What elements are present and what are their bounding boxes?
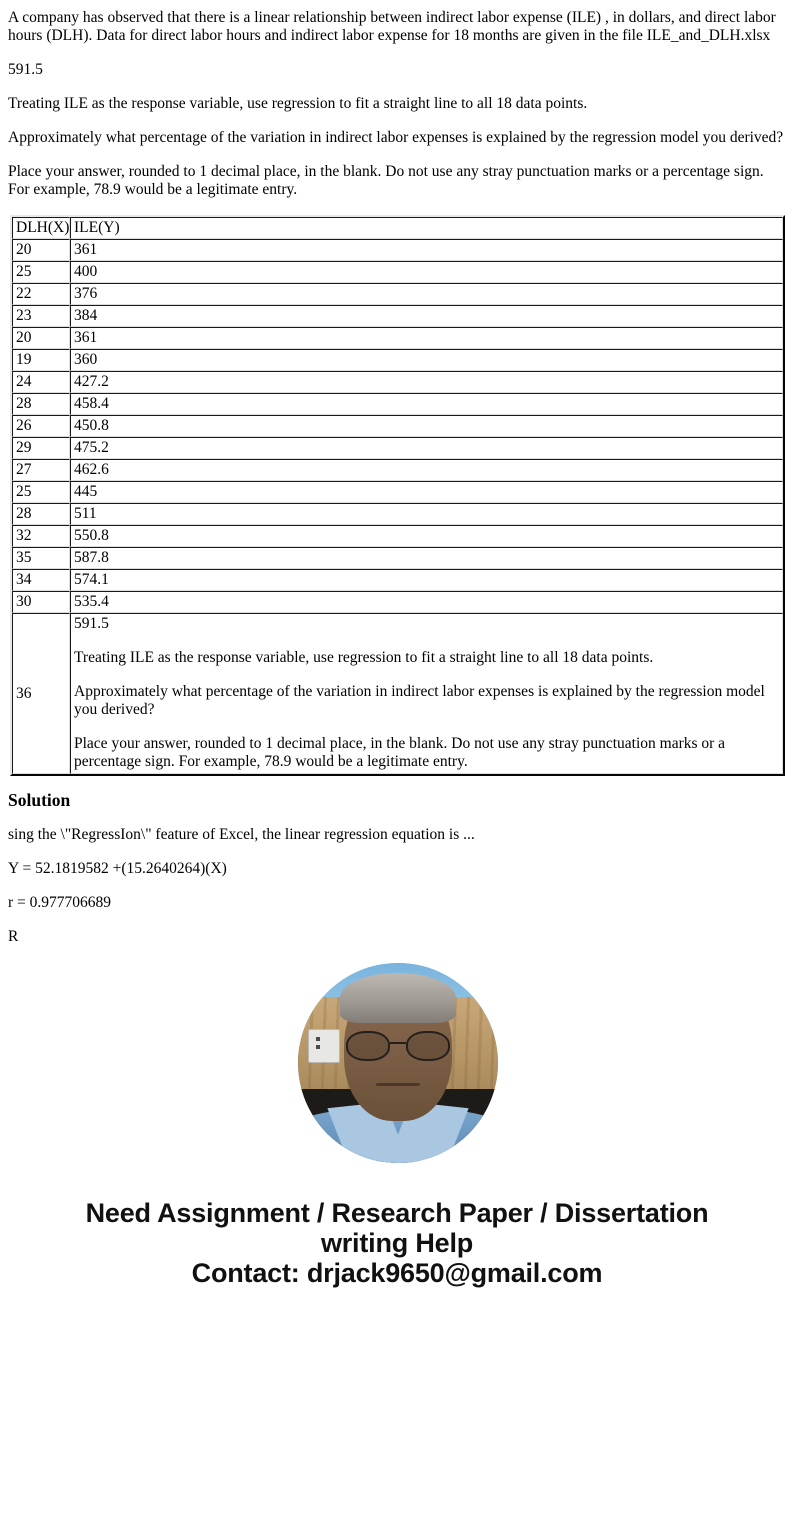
solution-heading: Solution (8, 790, 71, 810)
avatar-mouth (376, 1083, 420, 1086)
column-header-dlh: DLH(X) (12, 217, 70, 239)
table-row (12, 569, 783, 591)
table-row (12, 283, 783, 305)
cell-dlh: 34 (12, 569, 70, 591)
avatar-glasses-icon (346, 1031, 450, 1061)
table-row (12, 327, 783, 349)
table-row (12, 393, 783, 415)
cell-dlh: 29 (12, 437, 70, 459)
table-row (12, 371, 783, 393)
avatar-zone (8, 962, 786, 1198)
column-header-ile: ILE(Y) (70, 217, 783, 239)
ile-dlh-data-table (10, 215, 785, 776)
question-paragraph-2: Treating ILE as the response variable, use regression to fit a straight line to all 18 data points. (74, 649, 654, 666)
table-row (12, 261, 783, 283)
cell-dlh: 19 (12, 349, 70, 371)
cell-dlh: 20 (12, 327, 70, 349)
table-row (12, 349, 783, 371)
cell-ile: 427.2 (70, 371, 783, 393)
avatar-lens-left (346, 1031, 390, 1061)
cell-ile: 587.8 (70, 547, 783, 569)
cell-dlh: 36 (12, 613, 70, 774)
solution-section (8, 776, 786, 946)
cell-dlh: 28 (12, 503, 70, 525)
cell-ile: 360 (70, 349, 783, 371)
cell-ile: 384 (70, 305, 783, 327)
table-row (12, 547, 783, 569)
footer-line-2: writing Help (320, 1228, 474, 1258)
intro-section (8, 0, 786, 199)
footer-line-3: Contact: drjack9650@gmail.com (191, 1258, 603, 1288)
table-row (12, 503, 783, 525)
intro-paragraph-2: 591.5 (8, 61, 43, 78)
avatar-hair (340, 973, 456, 1023)
solution-line-3: r = 0.977706689 (8, 894, 112, 911)
table-row (12, 437, 783, 459)
table-row (12, 525, 783, 547)
intro-paragraph-4: Approximately what percentage of the variation in indirect labor expenses is explained by the regression model you derived? (8, 129, 784, 146)
table-row-question (12, 613, 783, 774)
cell-dlh: 25 (12, 481, 70, 503)
table-row (12, 481, 783, 503)
avatar-lens-right (406, 1031, 450, 1061)
solution-line-1: sing the \"RegressIon\" feature of Excel, the linear regression equation is ... (8, 826, 475, 843)
intro-paragraph-3: Treating ILE as the response variable, use regression to fit a straight line to all 18 data points. (8, 95, 588, 112)
cell-ile: 361 (70, 327, 783, 349)
table-row (12, 591, 783, 613)
intro-paragraph-5: Place your answer, rounded to 1 decimal place, in the blank. Do not use any stray punctuation marks or a percentage sign. For example, 78.9 would be a legitimate entry. (8, 163, 764, 198)
question-paragraph-1: 591.5 (74, 615, 109, 632)
cell-ile: 458.4 (70, 393, 783, 415)
cell-dlh: 32 (12, 525, 70, 547)
cell-question-block (70, 613, 783, 774)
avatar (298, 963, 498, 1163)
table-row (12, 415, 783, 437)
cell-ile: 376 (70, 283, 783, 305)
cell-dlh: 22 (12, 283, 70, 305)
table-row (12, 305, 783, 327)
solution-line-2: Y = 52.1819582 +(15.2640264)(X) (8, 860, 227, 877)
cell-dlh: 30 (12, 591, 70, 613)
question-paragraph-3: Approximately what percentage of the variation in indirect labor expenses is explained by the regression model you derived? (74, 683, 765, 718)
cell-ile: 535.4 (70, 591, 783, 613)
cell-dlh: 20 (12, 239, 70, 261)
table-row (12, 459, 783, 481)
promo-footer (8, 1198, 786, 1288)
cell-ile: 361 (70, 239, 783, 261)
avatar-light-switch (308, 1029, 340, 1063)
table-header-row (12, 217, 783, 239)
cell-ile: 574.1 (70, 569, 783, 591)
cell-ile: 445 (70, 481, 783, 503)
cell-ile: 475.2 (70, 437, 783, 459)
cell-ile: 550.8 (70, 525, 783, 547)
cell-dlh: 25 (12, 261, 70, 283)
cell-dlh: 27 (12, 459, 70, 481)
cell-dlh: 23 (12, 305, 70, 327)
cell-dlh: 24 (12, 371, 70, 393)
solution-line-4: R (8, 928, 19, 945)
cell-dlh: 28 (12, 393, 70, 415)
footer-line-1: Need Assignment / Research Paper / Dissertation (85, 1198, 709, 1228)
question-paragraph-4: Place your answer, rounded to 1 decimal place, in the blank. Do not use any stray punctuation marks or a percentage sign. For example, 78.9 would be a legitimate entry. (74, 735, 726, 770)
avatar-glasses-bridge (390, 1042, 407, 1044)
cell-ile: 462.6 (70, 459, 783, 481)
cell-ile: 400 (70, 261, 783, 283)
cell-dlh: 35 (12, 547, 70, 569)
cell-ile: 450.8 (70, 415, 783, 437)
cell-ile: 511 (70, 503, 783, 525)
cell-dlh: 26 (12, 415, 70, 437)
intro-paragraph-1: A company has observed that there is a linear relationship between indirect labor expense (ILE) , in dollars, and direct labor hours (DLH). Data for direct labor hours and indirect labor expense for 18 months are given in the file ILE_and_DLH.xlsx (8, 9, 776, 44)
table-row (12, 239, 783, 261)
